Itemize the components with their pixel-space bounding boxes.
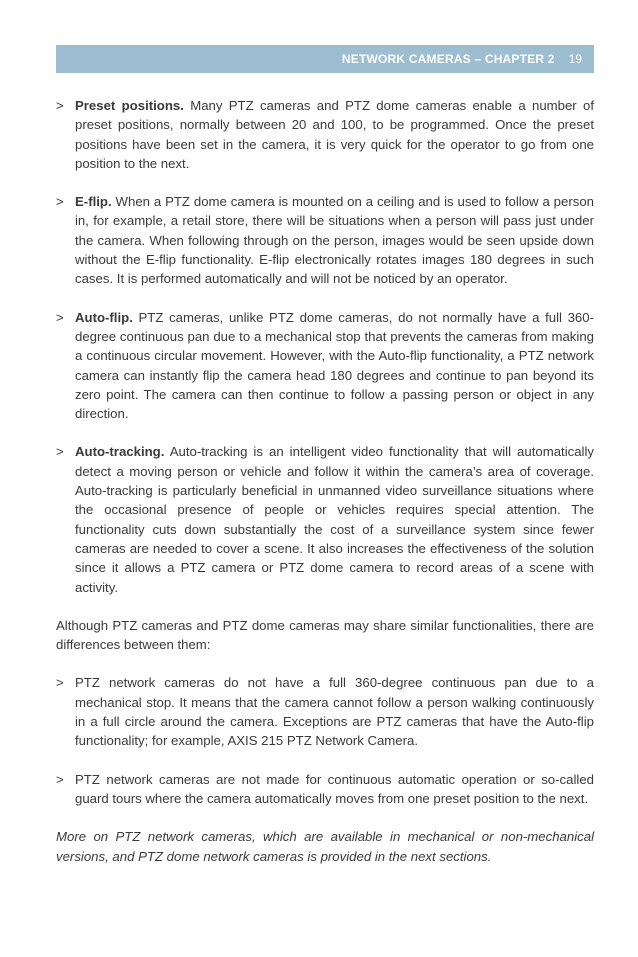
bullet-marker: > xyxy=(56,771,64,787)
bullet-text xyxy=(75,308,594,424)
bullet-text: PTZ network cameras do not have a full 360-degree continuous pan due to a mechanical stop. It means that the camera cannot follow a person walking continuously in a full circle around the camera. Exceptions are PTZ cameras that have the Auto-flip functionality; for example, AXIS 215 PTZ Network Camera. xyxy=(75,675,594,749)
bullet-marker: > xyxy=(56,309,64,325)
difference-bullet-guard-tours xyxy=(56,770,594,809)
chapter-header-bar xyxy=(56,45,594,73)
feature-bullet-preset-positions xyxy=(56,96,594,173)
bullet-marker: > xyxy=(56,98,64,113)
feature-bullet-e-flip xyxy=(56,192,594,288)
chapter-title: NETWORK CAMERAS – CHAPTER 2 xyxy=(341,52,555,66)
feature-term: Preset positions. xyxy=(75,98,184,113)
bullet-text: PTZ network cameras are not made for continuous automatic operation or so-called guard tours where the camera automatically moves from one preset position to the next. xyxy=(75,771,594,806)
page-number: 19 xyxy=(568,52,582,66)
feature-bullet-auto-tracking xyxy=(56,442,594,596)
bullet-text xyxy=(75,96,594,173)
feature-description: PTZ cameras, unlike PTZ dome cameras, do not normally have a full 360-degree continuous pan due to a mechanical stop that prevents the cameras from making a continuous circular movement. However, with the Auto-flip functionality, a PTZ network camera can instantly flip the camera head 180 degrees and continue to pan beyond its zero point. The camera can then continue to follow a passing person or object in any direction. xyxy=(75,309,594,422)
bullet-marker: > xyxy=(56,675,64,691)
bullet-text xyxy=(75,442,594,596)
feature-description: Auto-tracking is an intelligent video functionality that will automatically detect a moving person or vehicle and follow it within the camera’s area of coverage. Auto-tracking is particularly beneficial in unmanned video surveillance situations where the occasional presence of people or vehicles requires special attention. The functionality cuts down substantially the cost of a surveillance system since fewer cameras are needed to cover a scene. It also increases the effectiveness of the solution since it allows a PTZ camera or PTZ dome camera to record areas of a scene with activity. xyxy=(75,444,595,595)
closing-note: More on PTZ network cameras, which are available in mechanical or non-mechanical versions, and PTZ dome network cameras is provided in the next sections. xyxy=(56,829,594,864)
feature-term: E-flip. xyxy=(75,194,112,210)
bullet-marker: > xyxy=(56,444,64,460)
feature-description: When a PTZ dome camera is mounted on a ceiling and is used to follow a person in, for example, a retail store, there will be situations when a person will pass just under the camera. When following through on the person, images would be seen upside down without the E-flip functionality. E-flip electronically rotates images 180 degrees in such cases. It is performed automatically and will not be noticed by an operator. xyxy=(75,194,594,287)
intro-paragraph: Although PTZ cameras and PTZ dome cameras may share similar functionalities, there are differences between them: xyxy=(56,617,594,653)
bullet-text xyxy=(75,192,594,288)
bullet-marker: > xyxy=(56,194,64,210)
feature-description: Many PTZ cameras and PTZ dome cameras enable a number of preset positions, normally between 20 and 100, to be programmed. Once the preset positions have been set in the camera, it is very quick for the operator to go from one position to the next. xyxy=(75,98,594,171)
difference-bullet-pan xyxy=(56,673,594,750)
feature-term: Auto-tracking. xyxy=(75,444,165,460)
feature-term: Auto-flip. xyxy=(75,309,133,325)
page-content xyxy=(56,96,594,885)
feature-bullet-auto-flip xyxy=(56,308,594,424)
